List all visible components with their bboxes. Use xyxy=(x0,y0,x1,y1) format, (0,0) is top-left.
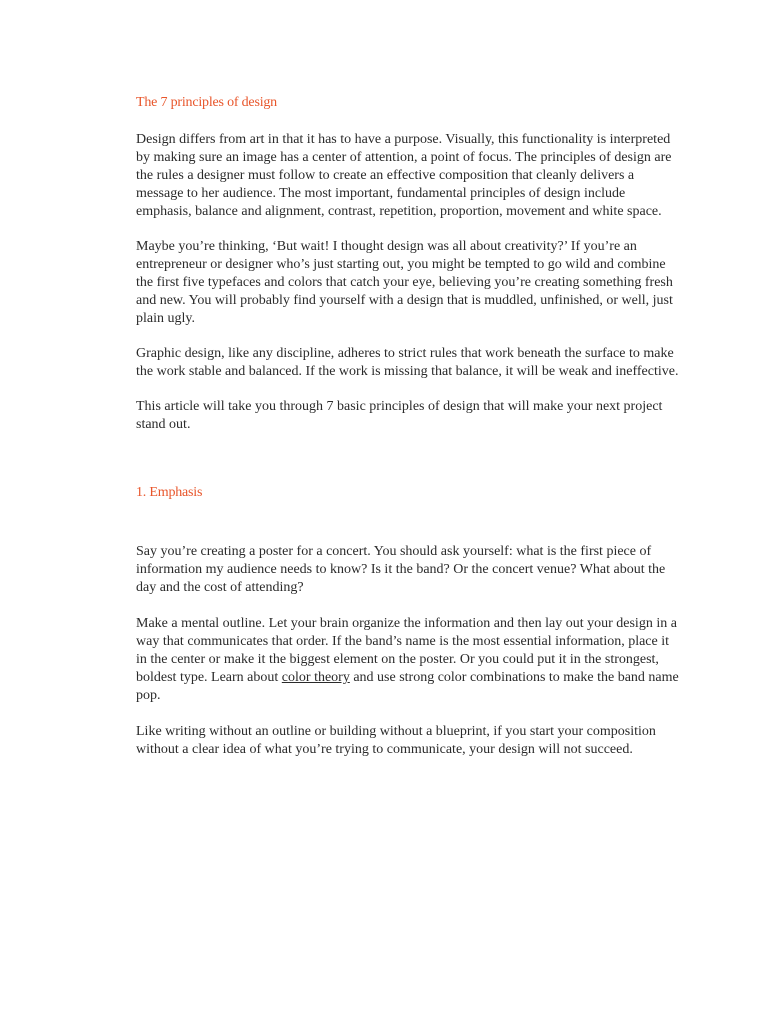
color-theory-link[interactable]: color theory xyxy=(281,670,350,685)
document-title: The 7 principles of design xyxy=(136,95,277,110)
section-heading-emphasis: 1. Emphasis xyxy=(136,485,203,500)
intro-paragraph-2: Maybe you’re thinking, ‘But wait! I thought design was all about creativity?’ If you’re an entrepreneur or designer who’s just starting out, you might be tempted to go wild and combine the first five typefaces and colors that catch your eye, believing you’re creating something fresh and new. You will probably find yourself with a design that is muddled, unfinished, or well, just plain ugly. xyxy=(136,239,673,326)
intro-paragraph-1: Design differs from art in that it has to have a purpose. Visually, this functionality is interpreted by making sure an image has a center of attention, a point of focus. The principles of design are the rules a designer must follow to create an effective composition that cleanly delivers a message to her audience. The most important, fundamental principles of design include emphasis, balance and alignment, contrast, repetition, proportion, movement and white space. xyxy=(136,132,672,219)
emphasis-paragraph-2-text-before: Make a mental outline. Let your brain organize the information and then lay out your design in a way that communicates that order. If the band’s name is the most essential information, place it in the center or make it the biggest element on the poster. Or you could put it in the strongest, boldest type. Learn about xyxy=(136,616,677,685)
emphasis-paragraph-3: Like writing without an outline or building without a blueprint, if you start your composition without a clear idea of what you’re trying to communicate, your design will not succeed. xyxy=(136,724,656,757)
emphasis-paragraph-1: Say you’re creating a poster for a concert. You should ask yourself: what is the first piece of information my audience needs to know? Is it the band? Or the concert venue? What about the day and the cost of attending? xyxy=(136,544,666,595)
document-page xyxy=(136,92,681,759)
emphasis-paragraph-2-text-after: and use strong color combinations to make the band name pop. xyxy=(136,670,679,703)
intro-paragraph-3: Graphic design, like any discipline, adheres to strict rules that work beneath the surface to make the work stable and balanced. If the work is missing that balance, it will be weak and ineffective. xyxy=(136,346,679,379)
intro-paragraph-4: This article will take you through 7 basic principles of design that will make your next project stand out. xyxy=(136,399,663,432)
emphasis-paragraph-2 xyxy=(136,615,681,705)
